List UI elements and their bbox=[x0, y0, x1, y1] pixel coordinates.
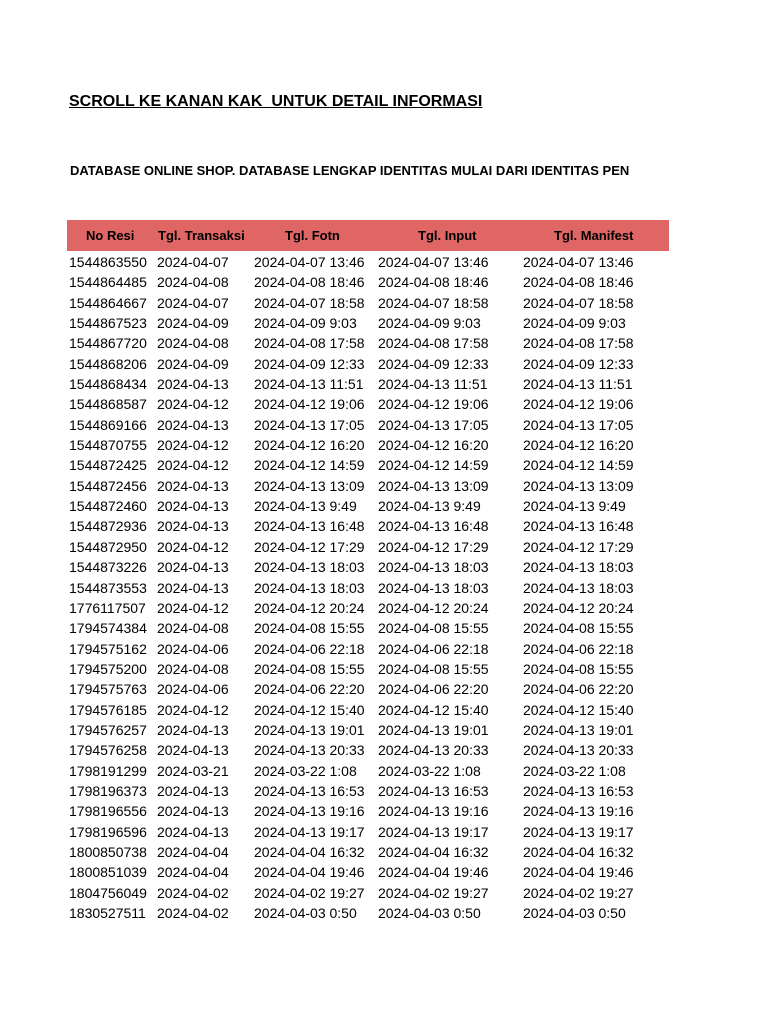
cell-tgl-fotn: 2024-04-13 16:48 bbox=[254, 518, 365, 535]
table-row bbox=[0, 761, 768, 781]
cell-tgl-fotn: 2024-04-03 0:50 bbox=[254, 905, 357, 921]
cell-tgl-input: 2024-04-06 22:18 bbox=[378, 640, 489, 657]
cell-tgl-fotn: 2024-04-09 12:33 bbox=[254, 355, 365, 372]
cell-tgl-transaksi: 2024-04-13 bbox=[157, 823, 229, 840]
cell-no-resi: 1544867523 bbox=[69, 315, 147, 332]
cell-tgl-transaksi: 2024-04-08 bbox=[157, 335, 229, 352]
cell-tgl-manifest: 2024-04-13 19:01 bbox=[523, 721, 634, 738]
cell-tgl-transaksi: 2024-04-13 bbox=[157, 721, 229, 738]
cell-tgl-transaksi: 2024-04-02 bbox=[157, 884, 229, 901]
cell-tgl-input: 2024-04-09 9:03 bbox=[378, 315, 481, 332]
cell-tgl-manifest: 2024-04-13 9:49 bbox=[523, 498, 626, 515]
cell-no-resi: 1544868587 bbox=[69, 396, 147, 413]
table-row bbox=[0, 272, 768, 292]
cell-tgl-manifest: 2024-04-08 15:55 bbox=[523, 660, 634, 677]
cell-tgl-manifest: 2024-04-13 20:33 bbox=[523, 742, 634, 759]
cell-tgl-transaksi: 2024-03-21 bbox=[157, 762, 229, 779]
cell-tgl-input: 2024-03-22 1:08 bbox=[378, 762, 481, 779]
table-row bbox=[0, 516, 768, 536]
cell-tgl-input: 2024-04-04 19:46 bbox=[378, 864, 489, 881]
table-row bbox=[0, 354, 768, 374]
cell-tgl-manifest: 2024-04-07 18:58 bbox=[523, 294, 634, 311]
cell-tgl-fotn: 2024-04-13 13:09 bbox=[254, 477, 365, 494]
cell-tgl-manifest: 2024-04-08 17:58 bbox=[523, 335, 634, 352]
table-row bbox=[0, 252, 768, 272]
cell-tgl-input: 2024-04-13 17:05 bbox=[378, 416, 489, 433]
cell-no-resi: 1798196596 bbox=[69, 823, 147, 840]
table-row bbox=[0, 374, 768, 394]
cell-no-resi: 1794575162 bbox=[69, 640, 147, 657]
cell-tgl-manifest: 2024-04-04 16:32 bbox=[523, 843, 634, 860]
cell-no-resi: 1798196556 bbox=[69, 803, 147, 820]
cell-tgl-transaksi: 2024-04-12 bbox=[157, 396, 229, 413]
cell-tgl-manifest: 2024-04-12 17:29 bbox=[523, 538, 634, 555]
cell-tgl-transaksi: 2024-04-04 bbox=[157, 864, 229, 881]
cell-no-resi: 1830527511 bbox=[69, 905, 146, 921]
table-row bbox=[0, 618, 768, 638]
cell-tgl-manifest: 2024-04-12 19:06 bbox=[523, 396, 634, 413]
cell-tgl-fotn: 2024-04-12 15:40 bbox=[254, 701, 365, 718]
cell-tgl-fotn: 2024-04-13 20:33 bbox=[254, 742, 365, 759]
table-row bbox=[0, 598, 768, 618]
cell-tgl-input: 2024-04-03 0:50 bbox=[378, 905, 481, 921]
cell-tgl-input: 2024-04-09 12:33 bbox=[378, 355, 489, 372]
cell-tgl-manifest: 2024-04-12 15:40 bbox=[523, 701, 634, 718]
cell-tgl-input: 2024-04-13 11:51 bbox=[378, 376, 488, 393]
cell-tgl-manifest: 2024-04-13 16:53 bbox=[523, 782, 634, 799]
table-row bbox=[0, 740, 768, 760]
cell-tgl-transaksi: 2024-04-09 bbox=[157, 315, 229, 332]
cell-tgl-input: 2024-04-12 16:20 bbox=[378, 437, 489, 454]
cell-tgl-manifest: 2024-04-12 16:20 bbox=[523, 437, 634, 454]
cell-no-resi: 1794575763 bbox=[69, 681, 147, 698]
cell-no-resi: 1798196373 bbox=[69, 782, 147, 799]
cell-tgl-manifest: 2024-03-22 1:08 bbox=[523, 762, 626, 779]
cell-tgl-fotn: 2024-04-13 16:53 bbox=[254, 782, 365, 799]
cell-tgl-manifest: 2024-04-13 19:17 bbox=[523, 823, 634, 840]
cell-tgl-transaksi: 2024-04-13 bbox=[157, 579, 229, 596]
cell-tgl-manifest: 2024-04-12 14:59 bbox=[523, 457, 634, 474]
cell-tgl-fotn: 2024-04-13 18:03 bbox=[254, 559, 365, 576]
cell-tgl-transaksi: 2024-04-13 bbox=[157, 376, 229, 393]
cell-tgl-input: 2024-04-13 18:03 bbox=[378, 559, 489, 576]
cell-no-resi: 1544867720 bbox=[69, 335, 147, 352]
cell-tgl-fotn: 2024-04-09 9:03 bbox=[254, 315, 357, 332]
cell-tgl-fotn: 2024-04-13 17:05 bbox=[254, 416, 365, 433]
cell-tgl-manifest: 2024-04-02 19:27 bbox=[523, 884, 634, 901]
table-row bbox=[0, 862, 768, 882]
cell-tgl-transaksi: 2024-04-02 bbox=[157, 905, 229, 921]
cell-tgl-manifest: 2024-04-13 18:03 bbox=[523, 559, 634, 576]
cell-no-resi: 1544869166 bbox=[69, 416, 147, 433]
cell-tgl-manifest: 2024-04-09 9:03 bbox=[523, 315, 626, 332]
table-row bbox=[0, 496, 768, 516]
cell-tgl-manifest: 2024-04-13 17:05 bbox=[523, 416, 634, 433]
cell-tgl-manifest: 2024-04-09 12:33 bbox=[523, 355, 634, 372]
cell-tgl-transaksi: 2024-04-08 bbox=[157, 274, 229, 291]
cell-tgl-fotn: 2024-04-02 19:27 bbox=[254, 884, 365, 901]
cell-tgl-fotn: 2024-04-12 19:06 bbox=[254, 396, 365, 413]
cell-tgl-manifest: 2024-04-12 20:24 bbox=[523, 599, 634, 616]
cell-tgl-manifest: 2024-04-13 11:51 bbox=[523, 376, 633, 393]
table-row bbox=[0, 394, 768, 414]
cell-no-resi: 1800851039 bbox=[69, 864, 147, 881]
cell-tgl-input: 2024-04-06 22:20 bbox=[378, 681, 489, 698]
cell-tgl-transaksi: 2024-04-13 bbox=[157, 518, 229, 535]
cell-tgl-input: 2024-04-04 16:32 bbox=[378, 843, 489, 860]
cell-tgl-input: 2024-04-12 19:06 bbox=[378, 396, 489, 413]
table-header bbox=[67, 220, 669, 251]
cell-tgl-transaksi: 2024-04-08 bbox=[157, 660, 229, 677]
cell-no-resi: 1794574384 bbox=[69, 620, 147, 637]
cell-no-resi: 1544872936 bbox=[69, 518, 147, 535]
cell-tgl-input: 2024-04-12 20:24 bbox=[378, 599, 489, 616]
cell-tgl-input: 2024-04-08 15:55 bbox=[378, 620, 489, 637]
cell-tgl-transaksi: 2024-04-12 bbox=[157, 457, 229, 474]
table-row bbox=[0, 659, 768, 679]
table-row bbox=[0, 476, 768, 496]
cell-tgl-input: 2024-04-13 18:03 bbox=[378, 579, 489, 596]
table-row bbox=[0, 313, 768, 333]
cell-tgl-transaksi: 2024-04-13 bbox=[157, 416, 229, 433]
table-row bbox=[0, 822, 768, 842]
table-row bbox=[0, 700, 768, 720]
cell-no-resi: 1798191299 bbox=[69, 762, 147, 779]
cell-tgl-manifest: 2024-04-06 22:20 bbox=[523, 681, 634, 698]
cell-tgl-fotn: 2024-04-06 22:18 bbox=[254, 640, 365, 657]
table-row bbox=[0, 679, 768, 699]
cell-tgl-input: 2024-04-08 18:46 bbox=[378, 274, 489, 291]
cell-tgl-input: 2024-04-13 9:49 bbox=[378, 498, 481, 515]
cell-no-resi: 1776117507 bbox=[69, 599, 146, 616]
cell-tgl-manifest: 2024-04-13 13:09 bbox=[523, 477, 634, 494]
cell-no-resi: 1544872425 bbox=[69, 457, 147, 474]
cell-no-resi: 1544868434 bbox=[69, 376, 147, 393]
cell-tgl-transaksi: 2024-04-06 bbox=[157, 681, 229, 698]
cell-no-resi: 1544870755 bbox=[69, 437, 147, 454]
cell-tgl-fotn: 2024-04-13 9:49 bbox=[254, 498, 357, 515]
table-row bbox=[0, 639, 768, 659]
cell-tgl-transaksi: 2024-04-13 bbox=[157, 803, 229, 820]
cell-tgl-manifest: 2024-04-06 22:18 bbox=[523, 640, 634, 657]
table-row bbox=[0, 537, 768, 557]
cell-tgl-fotn: 2024-04-12 16:20 bbox=[254, 437, 365, 454]
table-row bbox=[0, 842, 768, 862]
cell-tgl-input: 2024-04-13 19:01 bbox=[378, 721, 489, 738]
table-row bbox=[0, 435, 768, 455]
cell-no-resi: 1794575200 bbox=[69, 660, 147, 677]
cell-tgl-transaksi: 2024-04-12 bbox=[157, 701, 229, 718]
cell-tgl-fotn: 2024-04-13 19:17 bbox=[254, 823, 365, 840]
cell-no-resi: 1804756049 bbox=[69, 884, 147, 901]
table-row bbox=[0, 781, 768, 801]
cell-tgl-input: 2024-04-13 13:09 bbox=[378, 477, 489, 494]
cell-tgl-fotn: 2024-04-08 18:46 bbox=[254, 274, 365, 291]
cell-tgl-transaksi: 2024-04-08 bbox=[157, 620, 229, 637]
cell-no-resi: 1794576185 bbox=[69, 701, 147, 718]
cell-tgl-fotn: 2024-03-22 1:08 bbox=[254, 762, 357, 779]
cell-tgl-fotn: 2024-04-12 14:59 bbox=[254, 457, 365, 474]
cell-tgl-fotn: 2024-04-12 17:29 bbox=[254, 538, 365, 555]
cell-tgl-transaksi: 2024-04-12 bbox=[157, 599, 229, 616]
cell-tgl-manifest: 2024-04-04 19:46 bbox=[523, 864, 634, 881]
cell-tgl-input: 2024-04-12 17:29 bbox=[378, 538, 489, 555]
cell-tgl-fotn: 2024-04-08 15:55 bbox=[254, 620, 365, 637]
page-title: SCROLL KE KANAN KAK UNTUK DETAIL INFORMASI bbox=[69, 93, 483, 110]
cell-tgl-manifest: 2024-04-13 16:48 bbox=[523, 518, 634, 535]
cell-no-resi: 1544872460 bbox=[69, 498, 147, 515]
cell-tgl-fotn: 2024-04-04 19:46 bbox=[254, 864, 365, 881]
cell-tgl-transaksi: 2024-04-09 bbox=[157, 355, 229, 372]
cell-tgl-input: 2024-04-13 19:17 bbox=[378, 823, 489, 840]
column-header-tgl-manifest: Tgl. Manifest bbox=[554, 228, 634, 243]
cell-tgl-input: 2024-04-13 20:33 bbox=[378, 742, 489, 759]
table-row bbox=[0, 801, 768, 821]
cell-tgl-input: 2024-04-12 15:40 bbox=[378, 701, 489, 718]
table-row bbox=[0, 720, 768, 740]
cell-tgl-input: 2024-04-07 18:58 bbox=[378, 294, 489, 311]
table-row bbox=[0, 333, 768, 353]
cell-tgl-transaksi: 2024-04-13 bbox=[157, 498, 229, 515]
cell-tgl-input: 2024-04-13 16:48 bbox=[378, 518, 489, 535]
cell-tgl-transaksi: 2024-04-07 bbox=[157, 254, 229, 270]
cell-tgl-transaksi: 2024-04-13 bbox=[157, 742, 229, 759]
cell-no-resi: 1544873226 bbox=[69, 559, 147, 576]
cell-tgl-transaksi: 2024-04-06 bbox=[157, 640, 229, 657]
table-row bbox=[0, 455, 768, 475]
cell-no-resi: 1544864485 bbox=[69, 274, 147, 291]
page-subtitle: DATABASE ONLINE SHOP. DATABASE LENGKAP IDENTITAS MULAI DARI IDENTITAS PEN bbox=[70, 163, 630, 178]
cell-no-resi: 1794576257 bbox=[69, 721, 147, 738]
cell-no-resi: 1544872950 bbox=[69, 538, 147, 555]
cell-tgl-input: 2024-04-07 13:46 bbox=[378, 254, 489, 270]
cell-tgl-manifest: 2024-04-07 13:46 bbox=[523, 254, 634, 270]
table-row bbox=[0, 293, 768, 313]
cell-no-resi: 1544873553 bbox=[69, 579, 147, 596]
cell-no-resi: 1800850738 bbox=[69, 843, 147, 860]
cell-tgl-fotn: 2024-04-07 13:46 bbox=[254, 254, 365, 270]
table-row bbox=[0, 578, 768, 598]
cell-tgl-fotn: 2024-04-06 22:20 bbox=[254, 681, 365, 698]
cell-tgl-manifest: 2024-04-03 0:50 bbox=[523, 905, 626, 921]
cell-tgl-fotn: 2024-04-12 20:24 bbox=[254, 599, 365, 616]
table-row bbox=[0, 557, 768, 577]
column-header-tgl-input: Tgl. Input bbox=[418, 228, 477, 243]
cell-tgl-transaksi: 2024-04-04 bbox=[157, 843, 229, 860]
cell-tgl-transaksi: 2024-04-12 bbox=[157, 538, 229, 555]
cell-tgl-fotn: 2024-04-08 17:58 bbox=[254, 335, 365, 352]
cell-tgl-fotn: 2024-04-04 16:32 bbox=[254, 843, 365, 860]
cell-no-resi: 1544864667 bbox=[69, 294, 147, 311]
column-header-no-resi: No Resi bbox=[86, 228, 135, 243]
cell-tgl-fotn: 2024-04-13 18:03 bbox=[254, 579, 365, 596]
cell-no-resi: 1544872456 bbox=[69, 477, 147, 494]
cell-tgl-manifest: 2024-04-08 18:46 bbox=[523, 274, 634, 291]
table-row bbox=[0, 903, 768, 923]
cell-no-resi: 1794576258 bbox=[69, 742, 147, 759]
cell-tgl-manifest: 2024-04-13 19:16 bbox=[523, 803, 634, 820]
cell-tgl-transaksi: 2024-04-12 bbox=[157, 437, 229, 454]
cell-tgl-fotn: 2024-04-13 19:01 bbox=[254, 721, 365, 738]
cell-tgl-input: 2024-04-13 16:53 bbox=[378, 782, 489, 799]
cell-no-resi: 1544863550 bbox=[69, 254, 147, 270]
cell-tgl-fotn: 2024-04-13 19:16 bbox=[254, 803, 365, 820]
cell-tgl-transaksi: 2024-04-07 bbox=[157, 294, 229, 311]
cell-tgl-input: 2024-04-13 19:16 bbox=[378, 803, 489, 820]
table-body bbox=[0, 252, 768, 923]
cell-tgl-manifest: 2024-04-08 15:55 bbox=[523, 620, 634, 637]
cell-tgl-manifest: 2024-04-13 18:03 bbox=[523, 579, 634, 596]
table-row bbox=[0, 883, 768, 903]
cell-tgl-input: 2024-04-12 14:59 bbox=[378, 457, 489, 474]
cell-tgl-transaksi: 2024-04-13 bbox=[157, 559, 229, 576]
cell-tgl-input: 2024-04-08 17:58 bbox=[378, 335, 489, 352]
table-row bbox=[0, 415, 768, 435]
cell-tgl-transaksi: 2024-04-13 bbox=[157, 782, 229, 799]
cell-tgl-fotn: 2024-04-13 11:51 bbox=[254, 376, 364, 393]
cell-tgl-fotn: 2024-04-08 15:55 bbox=[254, 660, 365, 677]
cell-no-resi: 1544868206 bbox=[69, 355, 147, 372]
column-header-tgl-transaksi: Tgl. Transaksi bbox=[158, 228, 245, 243]
cell-tgl-input: 2024-04-02 19:27 bbox=[378, 884, 489, 901]
cell-tgl-input: 2024-04-08 15:55 bbox=[378, 660, 489, 677]
cell-tgl-fotn: 2024-04-07 18:58 bbox=[254, 294, 365, 311]
column-header-tgl-fotn: Tgl. Fotn bbox=[285, 228, 340, 243]
cell-tgl-transaksi: 2024-04-13 bbox=[157, 477, 229, 494]
